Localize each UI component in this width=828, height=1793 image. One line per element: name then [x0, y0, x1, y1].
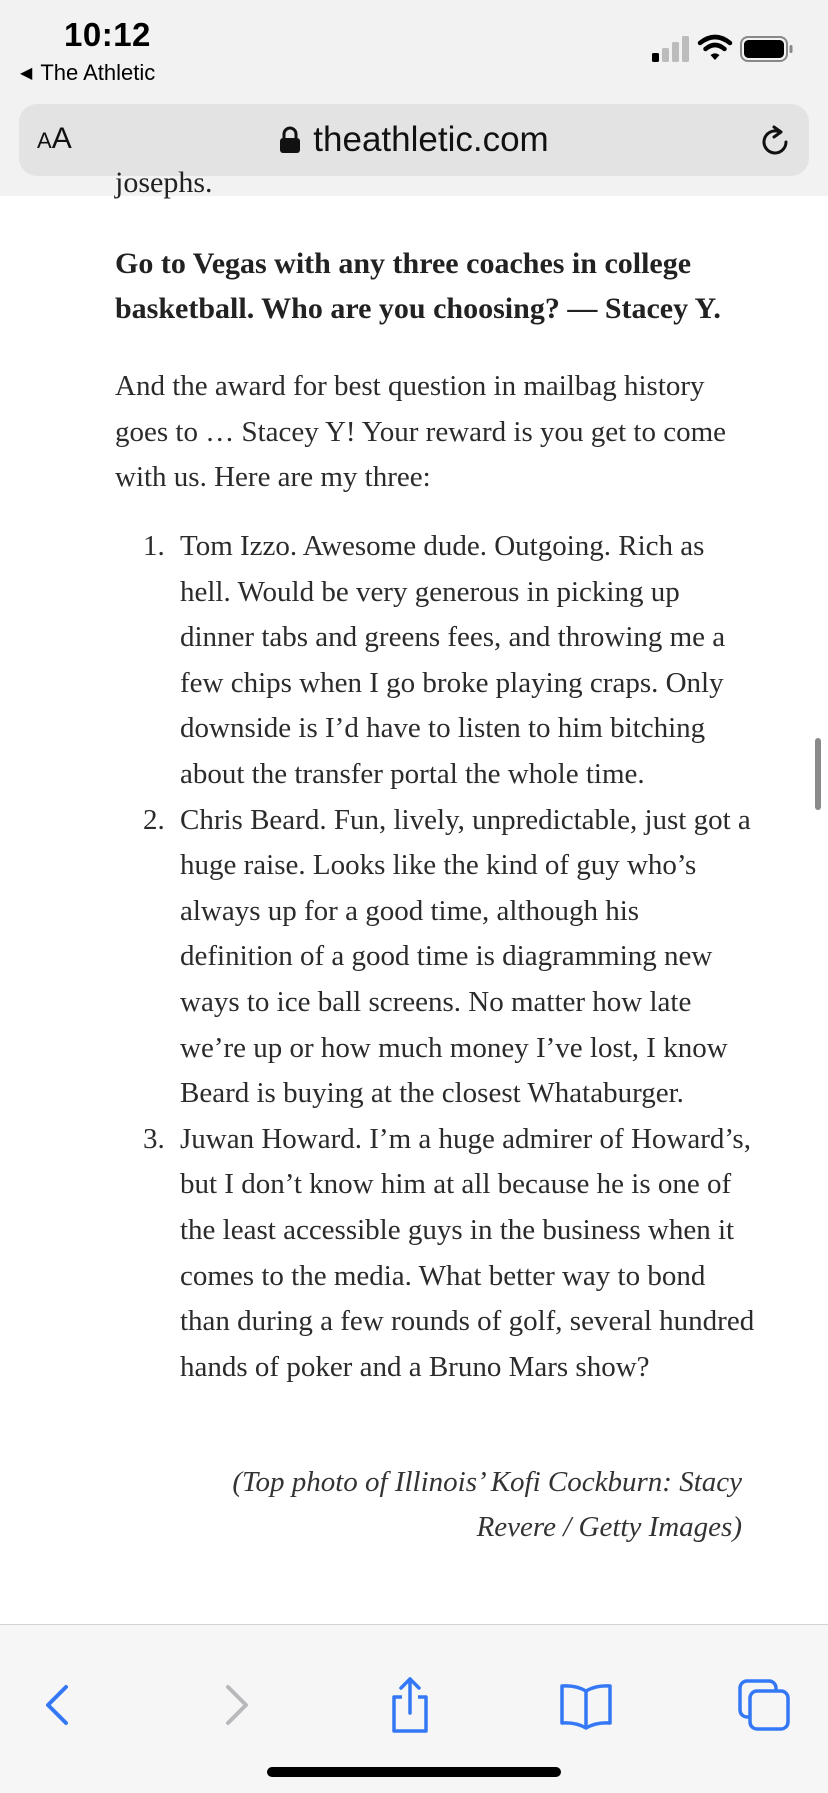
- coach-list: [115, 524, 755, 1390]
- mailbag-answer: And the award for best question in mailbag history goes to … Stacey Y! Your reward is you get to come with us. Here are my three:: [115, 370, 727, 493]
- list-number: 3.: [143, 1122, 165, 1155]
- photo-caption: (Top photo of Illinois’ Kofi Cockburn: Stacy Revere / Getty Images): [232, 1466, 742, 1543]
- forward-button[interactable]: [206, 1675, 266, 1735]
- tabs-icon: [734, 1675, 794, 1735]
- cut-off-text: josephs.: [115, 166, 213, 199]
- share-button[interactable]: [380, 1675, 440, 1735]
- list-item: [115, 524, 755, 798]
- url-text: theathletic.com: [313, 120, 549, 159]
- list-item-text: Juwan Howard. I’m a huge admirer of Howard’s, but I don’t know him at all because he is one of the least accessible guys in the business when it comes to the media. What better way to bond than during a few rounds of golf, several hundred hands of poker and a Bruno Mars show?: [180, 1122, 755, 1383]
- status-time: 10:12: [64, 16, 151, 53]
- url-display[interactable]: [19, 120, 809, 160]
- reload-icon[interactable]: [757, 124, 793, 160]
- scrollbar[interactable]: [815, 738, 821, 810]
- home-indicator[interactable]: [267, 1767, 561, 1777]
- lock-icon: [279, 126, 301, 154]
- list-number: 2.: [143, 803, 165, 836]
- browser-toolbar: [0, 1624, 828, 1793]
- back-icon: [28, 1675, 88, 1735]
- article-content[interactable]: [0, 166, 828, 1624]
- reader-settings-button[interactable]: AA: [37, 122, 72, 155]
- cellular-signal-icon: [652, 36, 690, 62]
- back-triangle-icon: ◀: [20, 65, 33, 82]
- list-item: [115, 798, 755, 1117]
- share-icon: [380, 1675, 440, 1735]
- mailbag-question: Go to Vegas with any three coaches in college basketball. Who are you choosing? — Stacey Y.: [115, 247, 721, 325]
- back-app-label: The Athletic: [40, 60, 156, 85]
- back-to-app-button[interactable]: [20, 60, 155, 86]
- list-number: 1.: [143, 530, 165, 562]
- wifi-icon: [698, 34, 732, 62]
- bookmarks-icon: [556, 1675, 616, 1735]
- list-item-text: Tom Izzo. Awesome dude. Outgoing. Rich as hell. Would be very generous in picking up dinner tabs and greens fees, and throwing me a few chips when I go broke playing craps. Only downside is I’d have to listen to him bitching about the transfer portal the whole time.: [180, 530, 726, 790]
- list-item-text: Chris Beard. Fun, lively, unpredictable, just got a huge raise. Looks like the kind of guy who’s always up for a good time, although his definition of a good time is diagramming new ways to ice ball screens. No matter how late we’re up or how much money I’ve lost, I know Beard is buying at the closest Whataburger.: [180, 803, 751, 1110]
- back-button[interactable]: [28, 1675, 88, 1735]
- tabs-button[interactable]: [734, 1675, 794, 1735]
- forward-icon: [206, 1675, 266, 1735]
- bookmarks-button[interactable]: [556, 1675, 616, 1735]
- battery-icon: [740, 36, 794, 62]
- list-item: [115, 1117, 755, 1391]
- status-bar: [0, 0, 828, 98]
